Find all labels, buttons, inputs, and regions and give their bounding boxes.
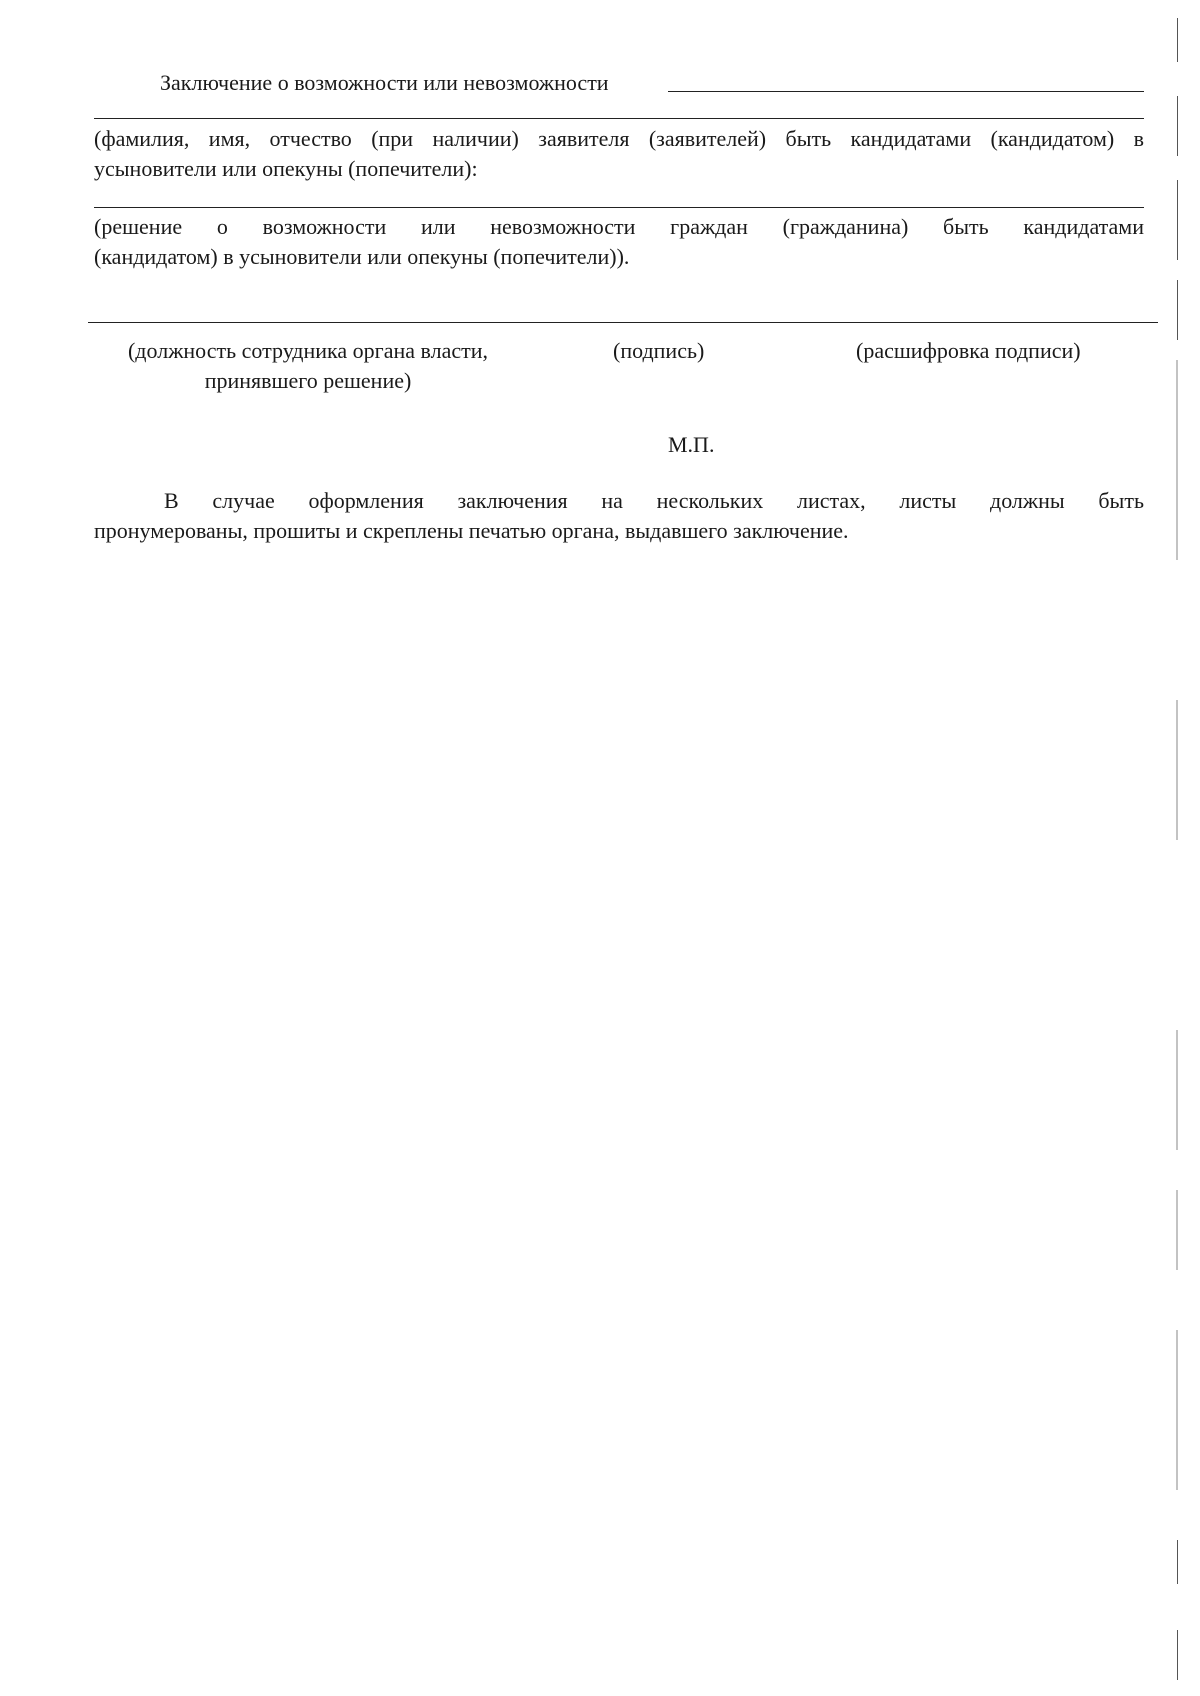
scan-edge-mark: [1176, 1330, 1178, 1490]
scan-edge-mark: [1176, 360, 1178, 560]
scan-edge-mark: [1176, 700, 1178, 840]
applicant-caption: [94, 124, 1144, 184]
signature-decoding-caption: (расшифровка подписи): [856, 338, 1081, 363]
multi-sheet-note: [94, 486, 1144, 546]
scan-edge-mark: [1177, 1630, 1179, 1680]
scan-edge-mark: [1177, 18, 1179, 62]
decision-caption-line2: (кандидатом) в усыновители или опекуны (попечители)).: [94, 244, 630, 269]
stamp-place-label: М.П.: [668, 432, 715, 457]
signature-line: [88, 322, 1158, 323]
decision-caption: [94, 212, 1144, 272]
scan-edge-mark: [1177, 96, 1179, 156]
official-position-line2: принявшего решение): [204, 368, 412, 393]
official-position-line1: (должность сотрудника органа власти,: [127, 338, 488, 363]
scan-edge-mark: [1177, 280, 1179, 340]
applicant-caption-line2: усыновители или опекуны (попечители):: [94, 156, 478, 181]
multi-sheet-note-line2: пронумерованы, прошиты и скреплены печатью органа, выдавшего заключение.: [94, 518, 849, 543]
signature-caption: (подпись): [613, 338, 705, 363]
scan-edge-mark: [1177, 1540, 1179, 1584]
applicant-caption-line1: (фамилия, имя, отчество (при наличии) заявителя (заявителей) быть кандидатами (кандидатом) в: [94, 126, 1144, 151]
scan-edge-mark: [1177, 180, 1179, 260]
heading-fill-line: [668, 91, 1144, 92]
decision-line: [94, 207, 1144, 208]
scan-edge-mark: [1176, 1030, 1178, 1150]
applicant-name-line: [94, 118, 1144, 119]
multi-sheet-note-line1: В случае оформления заключения на нескольких листах, листы должны быть: [164, 488, 1144, 513]
decision-caption-line1: (решение о возможности или невозможности граждан (гражданина) быть кандидатами: [94, 214, 1144, 239]
official-position-caption: [98, 336, 518, 396]
conclusion-heading: Заключение о возможности или невозможности: [160, 70, 609, 95]
scan-edge-mark: [1176, 1190, 1178, 1270]
